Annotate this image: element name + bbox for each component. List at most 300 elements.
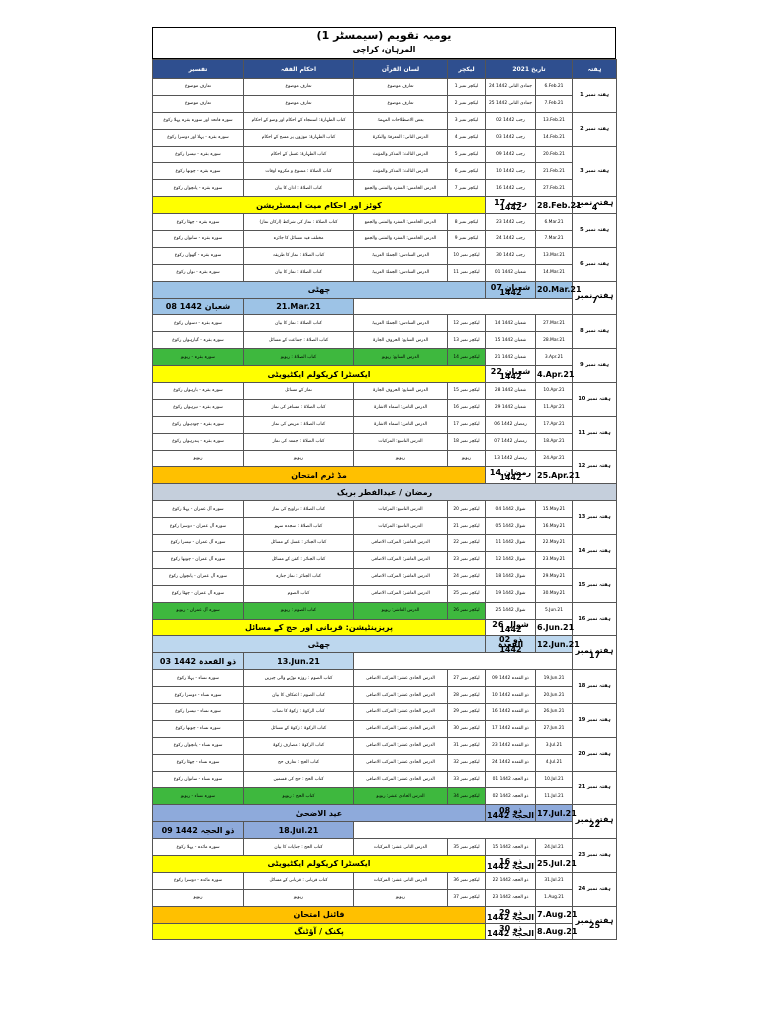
lisan-cell: الدرس الحادی عشر: ریویو <box>354 788 448 805</box>
hijri-date: 21 شعبان 1442 <box>486 349 536 366</box>
hijri-date: 01 ذو الحجہ 1442 <box>486 771 536 788</box>
fiqh-cell: کتاب الصلاۃ : مریض کی نماز <box>244 416 354 433</box>
hijri-date: 14 شعبان 1442 <box>486 315 536 332</box>
table-row <box>153 129 617 146</box>
gregorian-date: 16.May.21 <box>536 518 573 535</box>
gregorian-date: 7.Aug.21 <box>536 906 573 923</box>
table-row <box>153 687 617 704</box>
table-row <box>153 484 617 501</box>
break-banner: رمضان / عیدالفطر بریک <box>153 484 617 501</box>
hijri-date: 02 ذو الحجہ 1442 <box>486 788 536 805</box>
tafseer-cell: سورہ آل عمران - پہلا رکوع <box>153 501 244 518</box>
gregorian-date: 13.Mar.21 <box>536 247 573 264</box>
hijri-date: 30 رجب 1442 <box>486 247 536 264</box>
week-number: ہفتہ نمبر 8 <box>573 315 617 349</box>
hijri-date: 24 ذو القعدہ 1442 <box>486 754 536 771</box>
hijri-date: 23 ذو القعدہ 1442 <box>486 737 536 754</box>
table-row <box>153 95 617 112</box>
hijri-date: 17 رجب 1442 <box>486 197 536 214</box>
fiqh-cell: کتاب الطہارۃ: موزوں پر مسح کے احکام <box>244 129 354 146</box>
lecture-cell: ریویو <box>448 450 486 467</box>
hijri-date: 09 ذو القعدہ 1442 <box>486 670 536 687</box>
lecture-cell: لیکچر نمبر 37 <box>448 889 486 906</box>
table-row <box>153 163 617 180</box>
lecture-cell: لیکچر نمبر 26 <box>448 602 486 619</box>
col-tafseer: تفسیر <box>153 60 244 79</box>
tafseer-cell: سورہ آل عمران - پانچواں رکوع <box>153 568 244 585</box>
table-row <box>153 146 617 163</box>
page-title: یومیہ تقویم (سیمسٹر 1) <box>316 29 452 42</box>
hijri-date: 15 شعبان 1442 <box>486 332 536 349</box>
gregorian-date: 10.Jul.21 <box>536 771 573 788</box>
hijri-date: 02 رجب 1442 <box>486 112 536 129</box>
week-number: ہفتہ نمبر 10 <box>573 383 617 417</box>
fiqh-cell: کتاب الصلاۃ : نماز کا طریقہ <box>244 247 354 264</box>
fiqh-cell: کتاب الطہارۃ: غسل کے احکام <box>244 146 354 163</box>
header-row <box>153 60 617 79</box>
table-row <box>153 264 617 281</box>
table-row <box>153 399 617 416</box>
fiqh-cell: کتاب قربانی : قربانی کے مسائل <box>244 872 354 889</box>
fiqh-cell: کتاب الطہارۃ: استنجاء کے احکام اور وضو کے احکام <box>244 112 354 129</box>
tafseer-cell: ریویو <box>153 450 244 467</box>
hijri-date: 24 جمادی الثانی 1442 <box>486 79 536 96</box>
fiqh-cell: کتاب الحج : ریویو <box>244 788 354 805</box>
hijri-date: 24 رجب 1442 <box>486 231 536 248</box>
event-banner: ایکسٹرا کریکولم ایکٹیویٹی <box>153 855 486 872</box>
tafseer-cell: تعارف موضوع <box>153 79 244 96</box>
event-banner: چھٹی <box>153 281 486 298</box>
gregorian-date: 22.May.21 <box>536 535 573 552</box>
lisan-cell: الدرس الثالث: المذکر والمؤنث <box>354 163 448 180</box>
hijri-date: 23 ذو الحجہ 1442 <box>486 889 536 906</box>
lecture-cell: لیکچر نمبر 29 <box>448 703 486 720</box>
lisan-cell: الدرس الحادی عشر: المرکب الاضافی <box>354 754 448 771</box>
fiqh-cell: کتاب الصلاۃ : اذان کا بیان <box>244 180 354 197</box>
gregorian-date: 26.Jun.21 <box>536 703 573 720</box>
lisan-cell: بعض الاصطلاحات المہمۃ <box>354 112 448 129</box>
tafseer-cell: سورہ نساء - دوسرا رکوع <box>153 687 244 704</box>
hijri-date: 01 شعبان 1442 <box>486 264 536 281</box>
table-row <box>153 551 617 568</box>
fiqh-cell: نماز کے مسائل <box>244 383 354 400</box>
fiqh-cell: کتاب الجنائز : نماز جنازہ <box>244 568 354 585</box>
week-number: ہفتہ نمبر 20 <box>573 737 617 771</box>
table-row <box>153 281 617 298</box>
table-row <box>153 416 617 433</box>
table-row <box>153 231 617 248</box>
lecture-cell: لیکچر نمبر 11 <box>448 264 486 281</box>
table-row <box>153 703 617 720</box>
event-banner: عید الاضحیٰ <box>153 805 486 822</box>
table-row <box>153 585 617 602</box>
fiqh-cell: کتاب الزکوۃ : زکوۃ کا نصاب <box>244 703 354 720</box>
week-number: ہفتہ نمبر 22 <box>573 805 617 839</box>
table-row <box>153 535 617 552</box>
hijri-date: 05 شوال 1442 <box>486 518 536 535</box>
event-banner: پکنک / آؤٹنگ <box>153 923 486 940</box>
lisan-cell: تعارف موضوع <box>354 79 448 96</box>
gregorian-date: 21.Feb.21 <box>536 163 573 180</box>
gregorian-date: 20.Feb.21 <box>536 146 573 163</box>
gregorian-date: 10.Apr.21 <box>536 383 573 400</box>
week-number: ہفتہ نمبر 17 <box>573 636 617 670</box>
lisan-cell: الدرس العاشر: المرکب الاضافی <box>354 568 448 585</box>
tafseer-cell: سورہ نساء - ریویو <box>153 788 244 805</box>
table-row <box>153 653 617 670</box>
table-row <box>153 872 617 889</box>
table-row <box>153 771 617 788</box>
fiqh-cell: کتاب الصلاۃ : مسافر کی نماز <box>244 399 354 416</box>
gregorian-date: 7.Mar.21 <box>536 231 573 248</box>
table-row <box>153 214 617 231</box>
lisan-cell: الدرس العاشر: المرکب الاضافی <box>354 585 448 602</box>
tafseer-cell: ریویو <box>153 889 244 906</box>
gregorian-date: 21.Mar.21 <box>244 298 354 315</box>
fiqh-cell: کتاب الحج : جنایات کا بیان <box>244 839 354 856</box>
hijri-date: 22 ذو الحجہ 1442 <box>486 872 536 889</box>
page-subtitle: المرہان، کراچی <box>352 45 416 54</box>
lisan-cell: الدرس الثالث: المذکر والمؤنث <box>354 146 448 163</box>
fiqh-cell: کتاب الحج : حج کی قسمیں <box>244 771 354 788</box>
table-row <box>153 822 617 839</box>
lisan-cell: الدرس الحادی عشر: المرکب الاضافی <box>354 771 448 788</box>
gregorian-date: 20.Mar.21 <box>536 281 573 298</box>
hijri-date: 06 رمضان 1442 <box>486 416 536 433</box>
gregorian-date: 14.Feb.21 <box>536 129 573 146</box>
hijri-date: 14 رمضان 1442 <box>486 467 536 484</box>
lecture-cell: لیکچر نمبر 34 <box>448 788 486 805</box>
hijri-date: 16 ذو القعدہ 1442 <box>486 703 536 720</box>
lisan-cell: الدرس السادس: الجملۃ العربیۃ <box>354 247 448 264</box>
fiqh-cell: کتاب الصلاۃ : نماز کا بیان <box>244 315 354 332</box>
lecture-cell: لیکچر نمبر 31 <box>448 737 486 754</box>
table-row <box>153 754 617 771</box>
gregorian-date: 11.Jul.21 <box>536 788 573 805</box>
hijri-date: 09 ذو الحجہ 1442 <box>153 822 244 839</box>
hijri-date: 22 شعبان 1442 <box>486 366 536 383</box>
hijri-date: 17 ذو القعدہ 1442 <box>486 720 536 737</box>
tafseer-cell: سورہ نساء - پانچواں رکوع <box>153 737 244 754</box>
gregorian-date: 20.Jun.21 <box>536 687 573 704</box>
week-number: ہفتہ نمبر 15 <box>573 568 617 602</box>
gregorian-date: 3.Apr.21 <box>536 349 573 366</box>
tafseer-cell: سورہ فاتحہ اور سورہ بقرہ پہلا رکوع <box>153 112 244 129</box>
lecture-cell: لیکچر نمبر 10 <box>448 247 486 264</box>
lisan-cell: الدرس الثامن: اسماء الاشارۃ <box>354 416 448 433</box>
table-row <box>153 298 617 315</box>
gregorian-date: 4.Jul.21 <box>536 754 573 771</box>
fiqh-cell: کتاب الصوم : روزہ توڑنے والی چیزیں <box>244 670 354 687</box>
week-number: ہفتہ نمبر 5 <box>573 214 617 248</box>
gregorian-date: 5.Jun.21 <box>536 602 573 619</box>
gregorian-date: 7.Feb.21 <box>536 95 573 112</box>
lecture-cell: لیکچر نمبر 33 <box>448 771 486 788</box>
table-row <box>153 636 617 653</box>
fiqh-cell: کتاب الصوم : اعتکاف کا بیان <box>244 687 354 704</box>
lisan-cell: الدرس الحادی عشر: المرکب الاضافی <box>354 737 448 754</box>
lisan-cell: تعارف موضوع <box>354 95 448 112</box>
hijri-date: 04 شوال 1442 <box>486 501 536 518</box>
gregorian-date: 31.Jul.21 <box>536 872 573 889</box>
table-row <box>153 180 617 197</box>
lecture-cell: لیکچر نمبر 20 <box>448 501 486 518</box>
lecture-cell: لیکچر نمبر 1 <box>448 79 486 96</box>
col-week: ہفتہ <box>573 60 617 79</box>
lecture-cell: لیکچر نمبر 7 <box>448 180 486 197</box>
lisan-cell: الدرس الحادی عشر: المرکب الاضافی <box>354 670 448 687</box>
lisan-cell: الدرس الثانی عشر: المرکبات <box>354 872 448 889</box>
gregorian-date: 17.Apr.21 <box>536 416 573 433</box>
gregorian-date: 18.Apr.21 <box>536 433 573 450</box>
hijri-date: 08 شعبان 1442 <box>153 298 244 315</box>
week-number: ہفتہ نمبر 14 <box>573 535 617 569</box>
tafseer-cell: سورہ بقرہ - ساتواں رکوع <box>153 231 244 248</box>
week-number: ہفتہ نمبر 18 <box>573 670 617 704</box>
gregorian-date: 25.Jul.21 <box>536 855 573 872</box>
gregorian-date: 13.Feb.21 <box>536 112 573 129</box>
hijri-date: 28 شعبان 1442 <box>486 383 536 400</box>
lecture-cell: لیکچر نمبر 13 <box>448 332 486 349</box>
tafseer-cell: سورہ بقرہ - گیارہواں رکوع <box>153 332 244 349</box>
hijri-date: 18 شوال 1442 <box>486 568 536 585</box>
gregorian-date: 27.Feb.21 <box>536 180 573 197</box>
hijri-date: 10 رجب 1442 <box>486 163 536 180</box>
lisan-cell: الدرس السادس: الجملۃ العربیۃ <box>354 315 448 332</box>
tafseer-cell: سورہ نساء - تیسرا رکوع <box>153 703 244 720</box>
tafseer-cell: سورہ آل عمران - چھٹا رکوع <box>153 585 244 602</box>
tafseer-cell: سورہ آل عمران - چوتھا رکوع <box>153 551 244 568</box>
fiqh-cell: ریویو <box>244 889 354 906</box>
fiqh-cell: کتاب الجنائز : کفن کے مسائل <box>244 551 354 568</box>
gregorian-date: 11.Apr.21 <box>536 399 573 416</box>
hijri-date: 03 رجب 1442 <box>486 129 536 146</box>
lisan-cell: ریویو <box>354 450 448 467</box>
tafseer-cell: تعارف موضوع <box>153 95 244 112</box>
lisan-cell: الدرس التاسع: المرکبات <box>354 501 448 518</box>
lisan-cell: الدرس الخامس: المفرد والمثنی والجمع <box>354 231 448 248</box>
tafseer-cell: سورہ بقرہ - آٹھواں رکوع <box>153 247 244 264</box>
lecture-cell: لیکچر نمبر 25 <box>448 585 486 602</box>
fiqh-cell: کتاب الصلاۃ : جماعت کے مسائل <box>244 332 354 349</box>
event-banner: مڈ ٹرم امتحان <box>153 467 486 484</box>
lecture-cell: لیکچر نمبر 18 <box>448 433 486 450</box>
week-number: ہفتہ نمبر 19 <box>573 703 617 737</box>
hijri-date: 16 رجب 1442 <box>486 180 536 197</box>
hijri-date: 07 شعبان 1442 <box>486 281 536 298</box>
hijri-date: 09 رجب 1442 <box>486 146 536 163</box>
table-row <box>153 839 617 856</box>
fiqh-cell: کتاب الصلاۃ : سجدہ سہو <box>244 518 354 535</box>
title-box <box>152 27 616 59</box>
gregorian-date: 23.May.21 <box>536 551 573 568</box>
week-number: ہفتہ نمبر 25 <box>573 906 617 940</box>
week-number: ہفتہ نمبر 7 <box>573 281 617 315</box>
hijri-date: 19 شوال 1442 <box>486 585 536 602</box>
week-number: ہفتہ نمبر 21 <box>573 771 617 805</box>
fiqh-cell: کتاب الصلاۃ : نماز کی شرائط (ارکان نماز) <box>244 214 354 231</box>
tafseer-cell: سورہ بقرہ - چھٹا رکوع <box>153 214 244 231</box>
tafseer-cell: سورہ بقرہ - چودہواں رکوع <box>153 416 244 433</box>
week-number: ہفتہ نمبر 23 <box>573 839 617 873</box>
tafseer-cell: سورہ بقرہ - دسواں رکوع <box>153 315 244 332</box>
week-number: ہفتہ نمبر 24 <box>573 872 617 906</box>
gregorian-date: 13.Jun.21 <box>244 653 354 670</box>
lecture-cell: لیکچر نمبر 21 <box>448 518 486 535</box>
lisan-cell: الدرس الحادی عشر: المرکب الاضافی <box>354 703 448 720</box>
table-row <box>153 670 617 687</box>
gregorian-date: 1.Aug.21 <box>536 889 573 906</box>
fiqh-cell: کتاب الصلاۃ : نماز کا بیان <box>244 264 354 281</box>
tafseer-cell: سورہ مائدہ - دوسرا رکوع <box>153 872 244 889</box>
fiqh-cell: تعارف موضوع <box>244 95 354 112</box>
col-lecture: لیکچر <box>448 60 486 79</box>
hijri-date: 16 ذو الحجہ 1442 <box>487 856 535 871</box>
table-row <box>153 501 617 518</box>
gregorian-date: 3.Jul.21 <box>536 737 573 754</box>
gregorian-date: 6.Mar.21 <box>536 214 573 231</box>
tafseer-cell: سورہ بقرہ - پانچواں رکوع <box>153 180 244 197</box>
table-row <box>153 247 617 264</box>
tafseer-cell: سورہ نساء - چوتھا رکوع <box>153 720 244 737</box>
table-row <box>153 805 617 822</box>
tafseer-cell: سورہ مائدہ - پہلا رکوع <box>153 839 244 856</box>
hijri-date: 25 شوال 1442 <box>486 602 536 619</box>
table-row <box>153 383 617 400</box>
lisan-cell: الدرس الحادی عشر: المرکب الاضافی <box>354 720 448 737</box>
lecture-cell: لیکچر نمبر 8 <box>448 214 486 231</box>
table-row <box>153 349 617 366</box>
hijri-date: 15 ذو الحجہ 1442 <box>486 839 536 856</box>
hijri-date: 11 شوال 1442 <box>486 535 536 552</box>
tafseer-cell: سورہ بقرہ - پندرہواں رکوع <box>153 433 244 450</box>
event-banner: فائنل امتحان <box>153 906 486 923</box>
table-row <box>153 315 617 332</box>
table-row <box>153 433 617 450</box>
lecture-cell: لیکچر نمبر 24 <box>448 568 486 585</box>
table-row <box>153 79 617 96</box>
lecture-cell: لیکچر نمبر 17 <box>448 416 486 433</box>
tafseer-cell: سورہ بقرہ - نواں رکوع <box>153 264 244 281</box>
week-number: ہفتہ نمبر 12 <box>573 450 617 484</box>
lecture-cell: لیکچر نمبر 23 <box>448 551 486 568</box>
gregorian-date: 24.Jul.21 <box>536 839 573 856</box>
fiqh-cell: کتاب الصلاۃ : ممنوع و مکروہ اوقات <box>244 163 354 180</box>
table-row <box>153 112 617 129</box>
week-number: ہفتہ نمبر 4 <box>573 197 617 214</box>
hijri-date: 10 ذو القعدہ 1442 <box>486 687 536 704</box>
lecture-cell: لیکچر نمبر 15 <box>448 383 486 400</box>
gregorian-date: 30.May.21 <box>536 585 573 602</box>
fiqh-cell: مختلف فیہ مسائل کا جائزہ <box>244 231 354 248</box>
hijri-date: 03 ذو القعدہ 1442 <box>153 653 244 670</box>
event-banner: پریزینٹیشن: قربانی اور حج کے مسائل <box>153 619 486 636</box>
tafseer-cell: سورہ بقرہ - تیرہواں رکوع <box>153 399 244 416</box>
fiqh-cell: کتاب الزکوۃ : مصارف زکوۃ <box>244 737 354 754</box>
lecture-cell: لیکچر نمبر 4 <box>448 129 486 146</box>
lecture-cell: لیکچر نمبر 9 <box>448 231 486 248</box>
table-row <box>153 366 617 383</box>
week-number: ہفتہ نمبر 9 <box>573 349 617 383</box>
tafseer-cell: سورہ بقرہ - تیسرا رکوع <box>153 146 244 163</box>
fiqh-cell: کتاب الصلاۃ : تراویح کی نماز <box>244 501 354 518</box>
lecture-cell: لیکچر نمبر 2 <box>448 95 486 112</box>
gregorian-date: 28.Feb.21 <box>536 197 573 214</box>
lecture-cell: لیکچر نمبر 5 <box>448 146 486 163</box>
lecture-cell: لیکچر نمبر 22 <box>448 535 486 552</box>
hijri-date: 30 ذو الحجہ 1442 <box>487 924 535 939</box>
lisan-cell: الدرس التاسع: المرکبات <box>354 433 448 450</box>
table-row <box>153 518 617 535</box>
fiqh-cell: کتاب الزکوۃ : زکوۃ کے مسائل <box>244 720 354 737</box>
gregorian-date: 6.Feb.21 <box>536 79 573 96</box>
lisan-cell: الدرس السادس: الجملۃ العربیۃ <box>354 264 448 281</box>
tafseer-cell: سورہ آل عمران - دوسرا رکوع <box>153 518 244 535</box>
gregorian-date: 6.Jun.21 <box>536 619 573 636</box>
gregorian-date: 8.Aug.21 <box>536 923 573 940</box>
event-banner: ایکسٹرا کریکولم ایکٹیویٹی <box>153 366 486 383</box>
lisan-cell: الدرس العاشر: ریویو <box>354 602 448 619</box>
tafseer-cell: سورہ بقرہ - پہلا اور دوسرا رکوع <box>153 129 244 146</box>
gregorian-date: 19.Jun.21 <box>536 670 573 687</box>
calendar-sheet <box>152 27 616 940</box>
table-row <box>153 788 617 805</box>
tafseer-cell: سورہ نساء - پہلا رکوع <box>153 670 244 687</box>
gregorian-date: 17.Jul.21 <box>536 805 573 822</box>
gregorian-date: 24.Apr.21 <box>536 450 573 467</box>
table-row <box>153 568 617 585</box>
lecture-cell: لیکچر نمبر 32 <box>448 754 486 771</box>
lisan-cell: الدرس الثانی عشر: المرکبات <box>354 839 448 856</box>
gregorian-date: 29.May.21 <box>536 568 573 585</box>
week-number: ہفتہ نمبر 11 <box>573 416 617 450</box>
table-row <box>153 923 617 940</box>
tafseer-cell: سورہ آل عمران - ریویو <box>153 602 244 619</box>
gregorian-date: 27.Mar.21 <box>536 315 573 332</box>
lisan-cell: ریویو <box>354 889 448 906</box>
lisan-cell: الدرس الخامس: المفرد والمثنی والجمع <box>354 214 448 231</box>
hijri-date: 29 شعبان 1442 <box>486 399 536 416</box>
table-row <box>153 332 617 349</box>
tafseer-cell: سورہ بقرہ - بارہواں رکوع <box>153 383 244 400</box>
lisan-cell: الدرس العاشر: المرکب الاضافی <box>354 551 448 568</box>
col-date: تاریخ 2021 <box>486 60 573 79</box>
hijri-date: 26 شوال 1442 <box>486 619 536 636</box>
hijri-date: 02 ذو القعدہ 1442 <box>486 636 536 653</box>
col-fiqh: احکام الفقہ <box>244 60 354 79</box>
fiqh-cell: کتاب الحج : تعارف حج <box>244 754 354 771</box>
table-row <box>153 619 617 636</box>
fiqh-cell: کتاب الجنائز : غسل کے مسائل <box>244 535 354 552</box>
hijri-date: 07 رمضان 1442 <box>486 433 536 450</box>
hijri-date: 23 رجب 1442 <box>486 214 536 231</box>
lecture-cell: لیکچر نمبر 27 <box>448 670 486 687</box>
gregorian-date: 4.Apr.21 <box>536 366 573 383</box>
hijri-date: 12 شوال 1442 <box>486 551 536 568</box>
gregorian-date: 27.Jun.21 <box>536 720 573 737</box>
lisan-cell: الدرس الخامس: المفرد والمثنی والجمع <box>354 180 448 197</box>
lecture-cell: لیکچر نمبر 30 <box>448 720 486 737</box>
tafseer-cell: سورہ بقرہ - چوتھا رکوع <box>153 163 244 180</box>
hijri-date: 25 جمادی الثانی 1442 <box>486 95 536 112</box>
lecture-cell: لیکچر نمبر 28 <box>448 687 486 704</box>
table-row <box>153 737 617 754</box>
event-banner: چھٹی <box>153 636 486 653</box>
lecture-cell: لیکچر نمبر 36 <box>448 872 486 889</box>
lecture-cell: لیکچر نمبر 6 <box>448 163 486 180</box>
lisan-cell: الدرس الثانی: المعرفۃ والنکرۃ <box>354 129 448 146</box>
tafseer-cell: سورہ نساء - ساتواں رکوع <box>153 771 244 788</box>
